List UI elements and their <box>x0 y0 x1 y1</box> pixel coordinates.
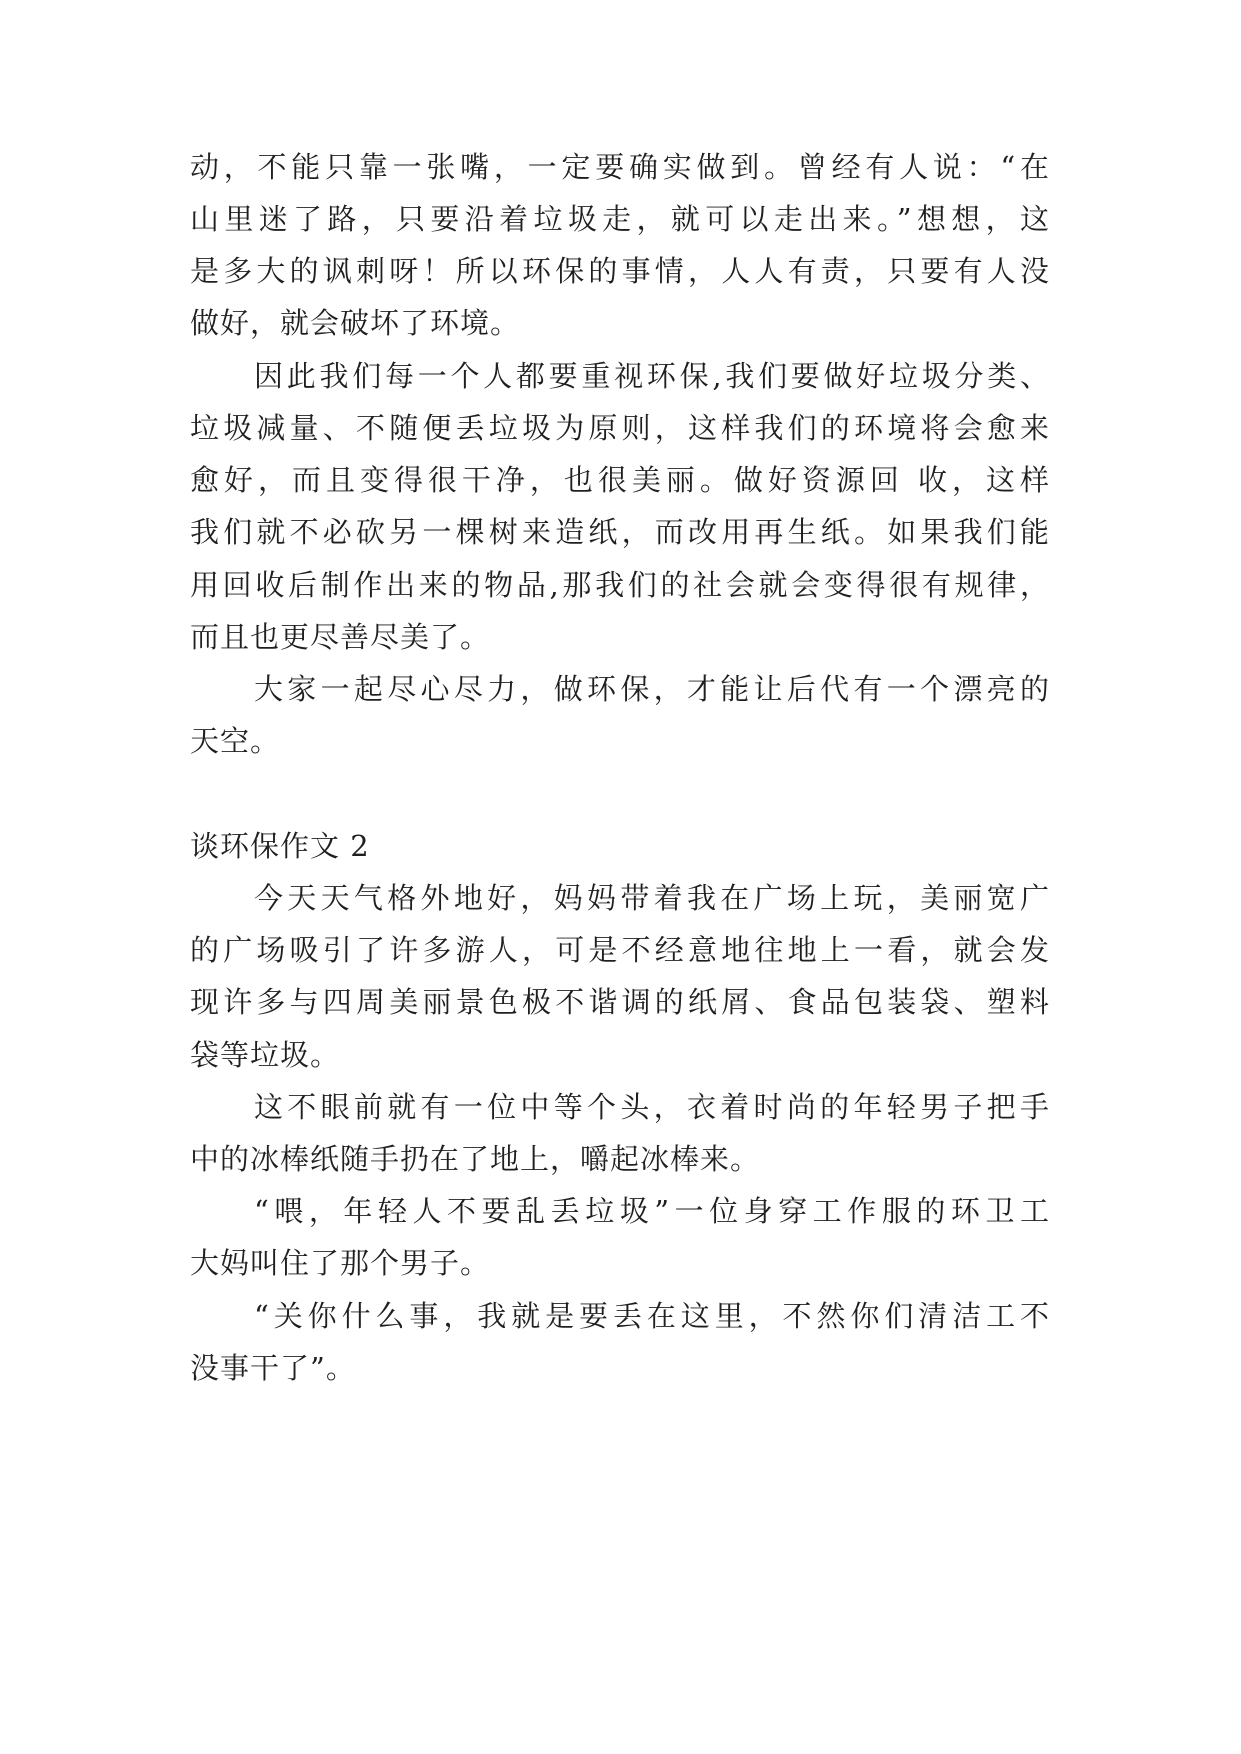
paragraph-5-line-1: 这不眼前就有一位中等个头，衣着时尚的年轻男子把手 <box>254 1090 1050 1124</box>
paragraph-4-line-4: 袋等垃圾。 <box>190 1038 341 1072</box>
paragraph-2-line-3: 愈好，而且变得很干净，也很美丽。做好资源回 收，这样 <box>190 463 1050 497</box>
paragraph-4-line-1: 今天天气格外地好，妈妈带着我在广场上玩，美丽宽广 <box>254 881 1050 915</box>
paragraph-1-line-1: 动，不能只靠一张嘴，一定要确实做到。曾经有人说：“在 <box>190 150 1050 184</box>
paragraph-1-line-2: 山里迷了路，只要沿着垃圾走，就可以走出来。”想想，这 <box>190 202 1050 236</box>
paragraph-1-line-3: 是多大的讽刺呀！所以环保的事情，人人有责，只要有人没 <box>190 254 1050 288</box>
paragraph-7-line-2: 没事干了”。 <box>190 1351 356 1385</box>
paragraph-7-line-1: “关你什么事，我就是要丢在这里，不然你们清洁工不 <box>254 1299 1050 1333</box>
paragraph-2-line-6: 而且也更尽善尽美了。 <box>190 620 491 654</box>
paragraph-6-line-2: 大妈叫住了那个男子。 <box>190 1246 491 1280</box>
paragraph-3-line-2: 天空。 <box>190 724 281 758</box>
paragraph-2-line-4: 我们就不必砍另一棵树来造纸，而改用再生纸。如果我们能 <box>190 515 1050 549</box>
paragraph-4-line-3: 现许多与四周美丽景色极不谐调的纸屑、食品包装袋、塑料 <box>190 985 1050 1019</box>
paragraph-2-line-2: 垃圾减量、不随便丢垃圾为原则，这样我们的环境将会愈来 <box>190 411 1050 445</box>
paragraph-2-line-1: 因此我们每一个人都要重视环保,我们要做好垃圾分类、 <box>254 359 1050 393</box>
paragraph-1-line-4: 做好，就会破坏了环境。 <box>190 306 521 340</box>
paragraph-5-line-2: 中的冰棒纸随手扔在了地上，嚼起冰棒来。 <box>190 1142 761 1176</box>
essay-title: 谈环保作文 2 <box>190 829 370 863</box>
paragraph-2-line-5: 用回收后制作出来的物品,那我们的社会就会变得很有规律， <box>190 568 1050 602</box>
paragraph-3-line-1: 大家一起尽心尽力，做环保，才能让后代有一个漂亮的 <box>254 672 1050 706</box>
paragraph-6-line-1: “喂，年轻人不要乱丢垃圾”一位身穿工作服的环卫工 <box>254 1194 1050 1228</box>
paragraph-4-line-2: 的广场吸引了许多游人，可是不经意地往地上一看，就会发 <box>190 933 1050 967</box>
